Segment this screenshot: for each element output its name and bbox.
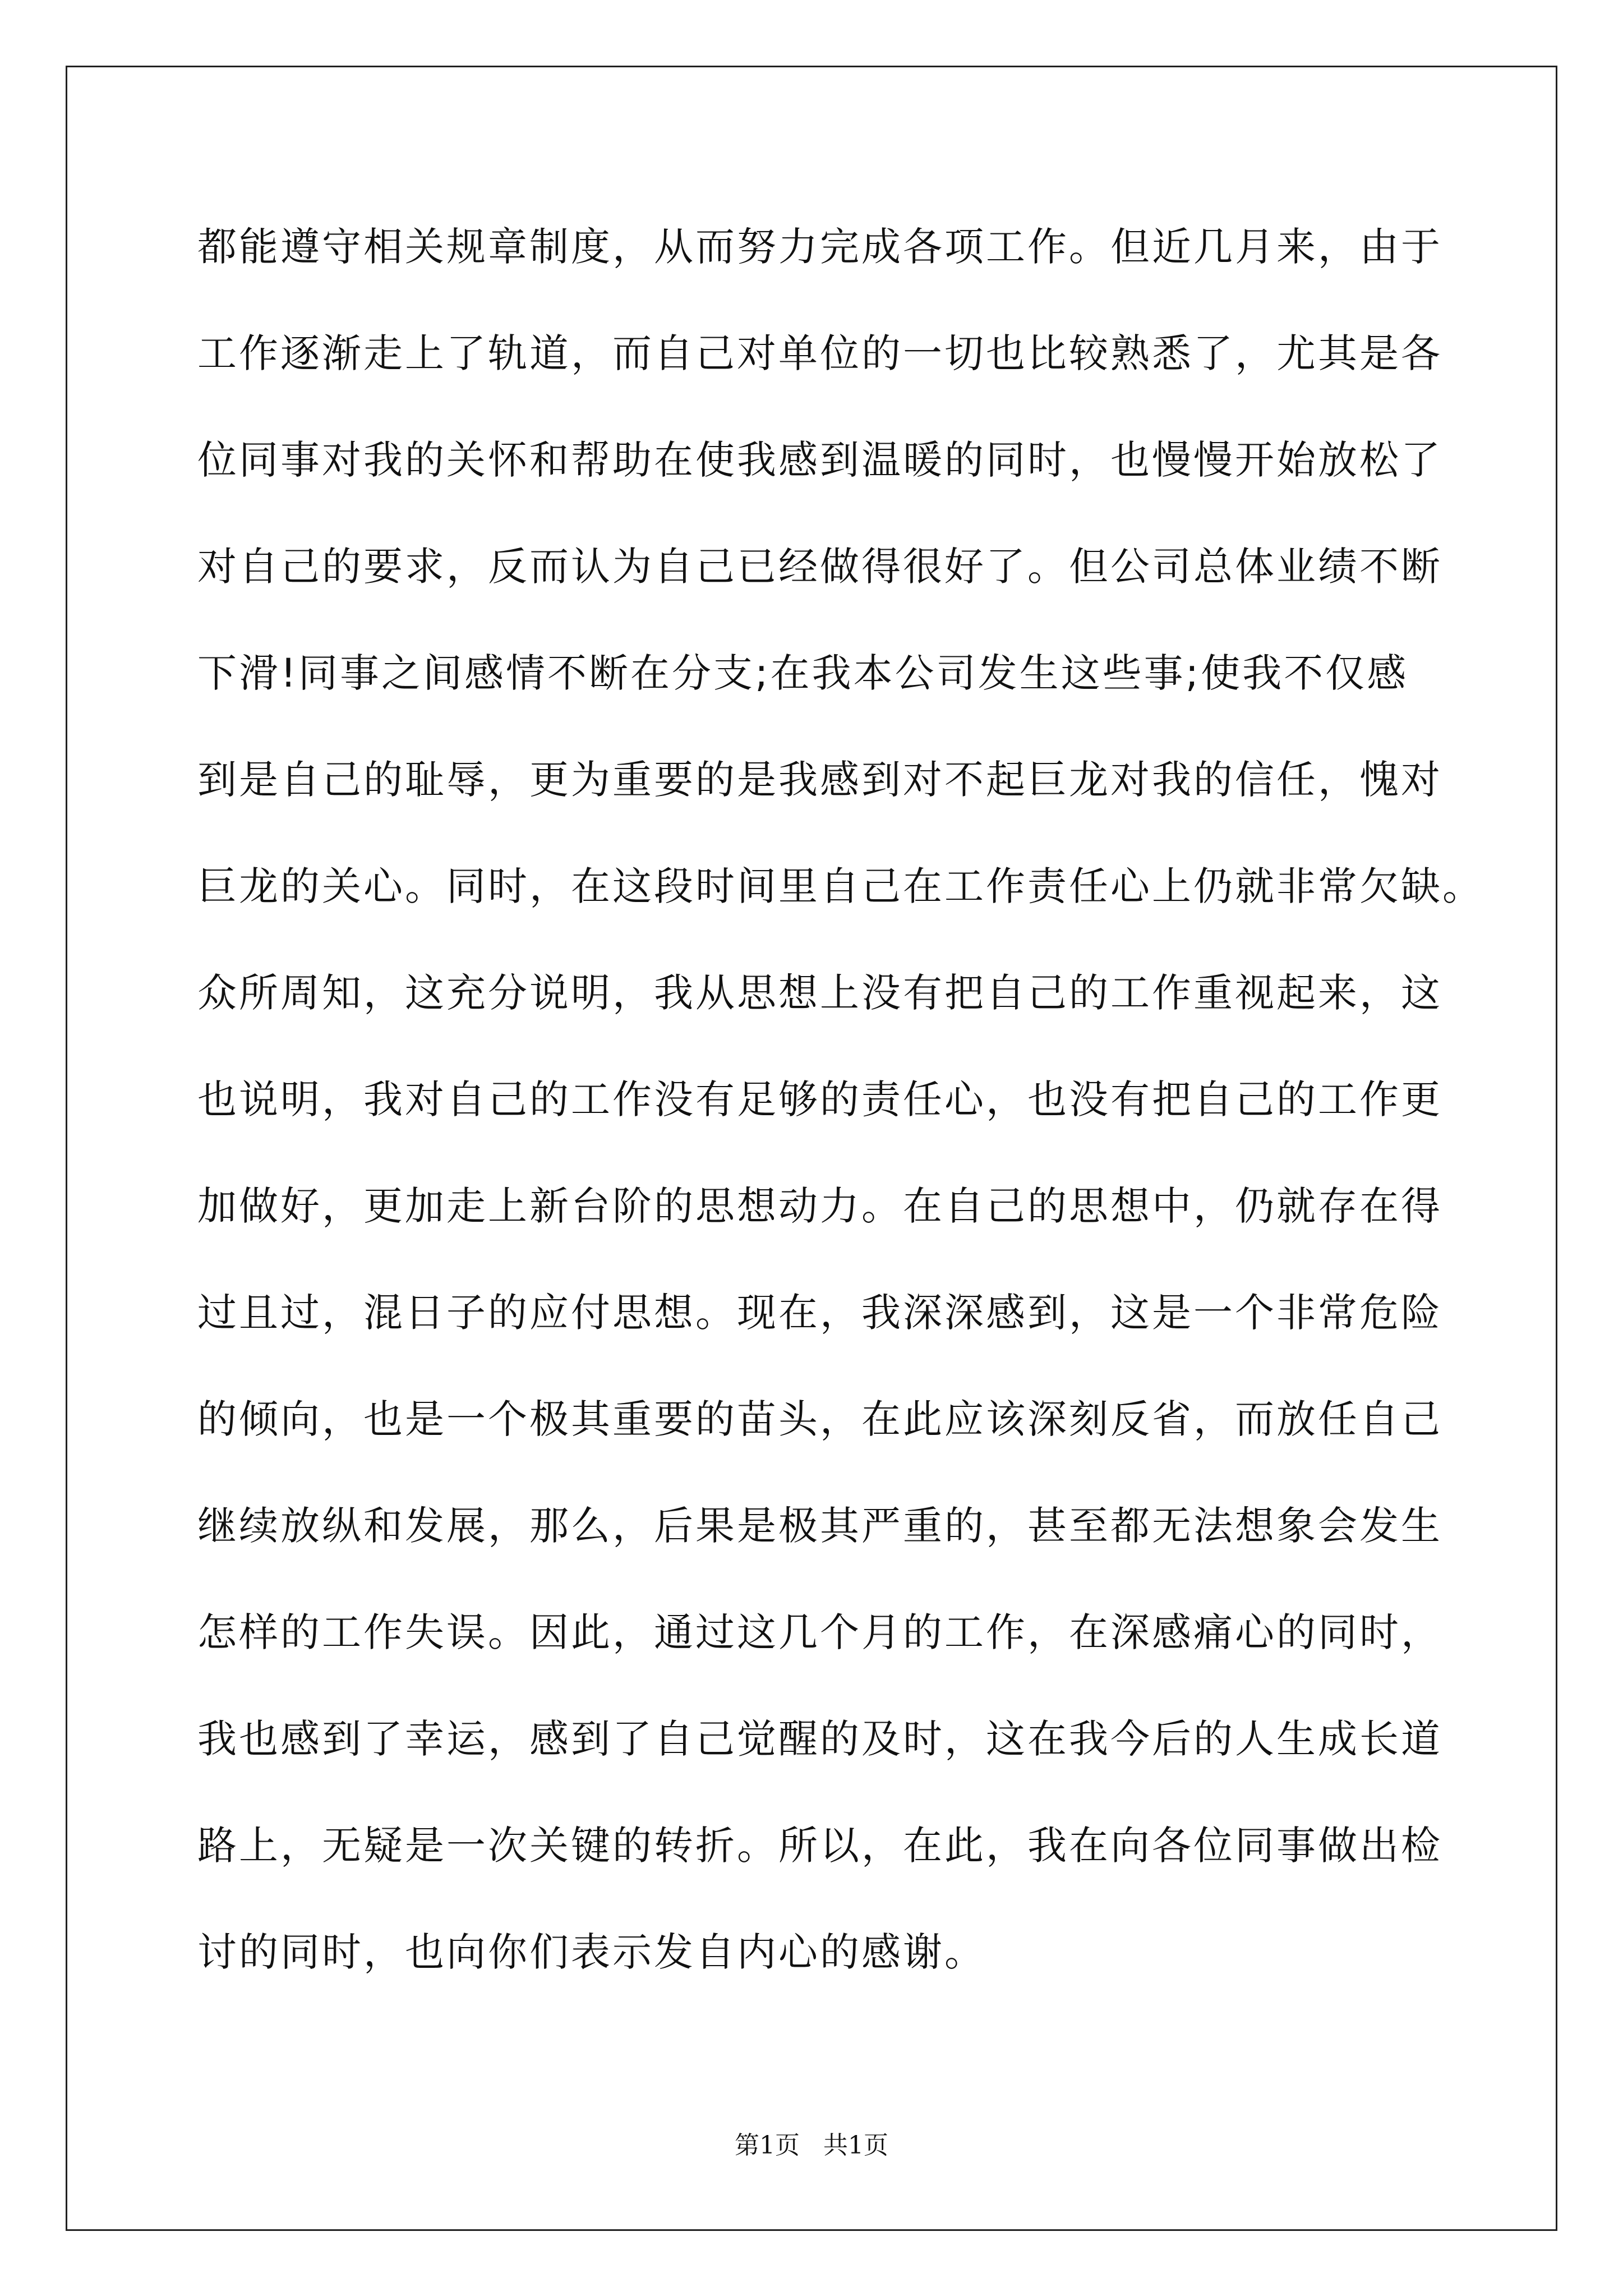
text-line: 对自己的要求，反而认为自己已经做得很好了。但公司总体业绩不断 bbox=[197, 544, 1442, 590]
text-line: 下滑!同事之间感情不断在分支;在我本公司发生这些事;使我不仅感 bbox=[197, 650, 1409, 696]
text-line: 继续放纵和发展，那么，后果是极其严重的，甚至都无法想象会发生 bbox=[197, 1503, 1442, 1549]
text-line: 加做好，更加走上新台阶的思想动力。在自己的思想中，仍就存在得 bbox=[197, 1183, 1442, 1229]
text-line: 工作逐渐走上了轨道，而自己对单位的一切也比较熟悉了，尤其是各 bbox=[197, 330, 1442, 376]
text-line: 到是自己的耻辱，更为重要的是我感到对不起巨龙对我的信任，愧对 bbox=[197, 757, 1442, 803]
text-line: 讨的同时，也向你们表示发自内心的感谢。 bbox=[197, 1929, 986, 1975]
page-number-footer: 第1页 共1页 bbox=[735, 2131, 888, 2160]
text-line: 过且过，混日子的应付思想。现在，我深深感到，这是一个非常危险 bbox=[197, 1290, 1442, 1336]
text-line: 众所周知，这充分说明，我从思想上没有把自己的工作重视起来，这 bbox=[197, 970, 1442, 1016]
text-line: 巨龙的关心。同时，在这段时间里自己在工作责任心上仍就非常欠缺。 bbox=[197, 863, 1484, 909]
text-line: 位同事对我的关怀和帮助在使我感到温暖的同时，也慢慢开始放松了 bbox=[197, 437, 1442, 483]
text-line: 也说明，我对自己的工作没有足够的责任心，也没有把自己的工作更 bbox=[197, 1076, 1442, 1122]
text-line: 我也感到了幸运，感到了自己觉醒的及时，这在我今后的人生成长道 bbox=[197, 1716, 1442, 1762]
text-line: 的倾向，也是一个极其重要的苗头，在此应该深刻反省，而放任自己 bbox=[197, 1396, 1442, 1442]
text-line: 怎样的工作失误。因此，通过这几个月的工作，在深感痛心的同时， bbox=[197, 1609, 1442, 1655]
document-body bbox=[197, 219, 1484, 2031]
text-line: 路上，无疑是一次关键的转折。所以，在此，我在向各位同事做出检 bbox=[197, 1823, 1442, 1869]
text-line: 都能遵守相关规章制度，从而努力完成各项工作。但近几月来，由于 bbox=[197, 224, 1442, 270]
